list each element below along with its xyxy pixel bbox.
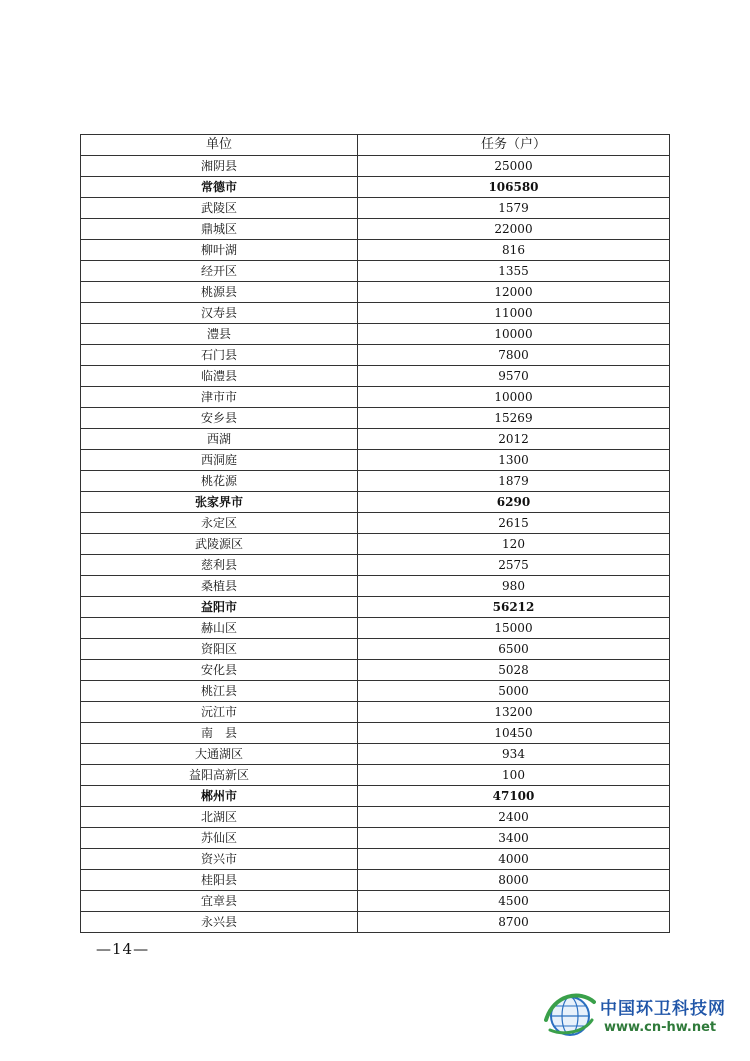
cell-unit: 宜章县 bbox=[81, 891, 358, 912]
cell-task: 100 bbox=[358, 765, 670, 786]
cell-unit: 安乡县 bbox=[81, 408, 358, 429]
cell-unit: 桂阳县 bbox=[81, 870, 358, 891]
cell-task: 5000 bbox=[358, 681, 670, 702]
cell-task: 1355 bbox=[358, 261, 670, 282]
cell-unit: 武陵区 bbox=[81, 198, 358, 219]
table-row bbox=[81, 786, 670, 807]
table-row bbox=[81, 639, 670, 660]
table-row bbox=[81, 429, 670, 450]
cell-unit: 益阳高新区 bbox=[81, 765, 358, 786]
cell-task: 15269 bbox=[358, 408, 670, 429]
table-row bbox=[81, 765, 670, 786]
table-row bbox=[81, 219, 670, 240]
table-row bbox=[81, 870, 670, 891]
cell-unit: 津市市 bbox=[81, 387, 358, 408]
cell-task: 934 bbox=[358, 744, 670, 765]
cell-unit: 益阳市 bbox=[81, 597, 358, 618]
cell-unit: 资兴市 bbox=[81, 849, 358, 870]
table-row bbox=[81, 387, 670, 408]
cell-unit: 永定区 bbox=[81, 513, 358, 534]
table-row bbox=[81, 912, 670, 933]
table-row bbox=[81, 723, 670, 744]
cell-unit: 张家界市 bbox=[81, 492, 358, 513]
table-row bbox=[81, 156, 670, 177]
table-row bbox=[81, 345, 670, 366]
cell-task: 22000 bbox=[358, 219, 670, 240]
table-row bbox=[81, 177, 670, 198]
cell-task: 10450 bbox=[358, 723, 670, 744]
cell-task: 13200 bbox=[358, 702, 670, 723]
cell-unit: 桃花源 bbox=[81, 471, 358, 492]
cell-unit: 石门县 bbox=[81, 345, 358, 366]
cell-task: 1579 bbox=[358, 198, 670, 219]
cell-unit: 桃源县 bbox=[81, 282, 358, 303]
cell-task: 6290 bbox=[358, 492, 670, 513]
cell-task: 2615 bbox=[358, 513, 670, 534]
cell-unit: 常德市 bbox=[81, 177, 358, 198]
cell-unit: 桑植县 bbox=[81, 576, 358, 597]
cell-unit: 澧县 bbox=[81, 324, 358, 345]
table-row bbox=[81, 303, 670, 324]
cell-unit: 南 县 bbox=[81, 723, 358, 744]
cell-unit: 汉寿县 bbox=[81, 303, 358, 324]
header-unit: 单位 bbox=[81, 135, 358, 156]
cell-task: 1300 bbox=[358, 450, 670, 471]
cell-unit: 湘阴县 bbox=[81, 156, 358, 177]
cell-task: 2012 bbox=[358, 429, 670, 450]
cell-task: 2575 bbox=[358, 555, 670, 576]
table-row bbox=[81, 807, 670, 828]
cell-task: 10000 bbox=[358, 387, 670, 408]
cell-task: 2400 bbox=[358, 807, 670, 828]
table-row bbox=[81, 618, 670, 639]
cell-task: 47100 bbox=[358, 786, 670, 807]
cell-task: 4500 bbox=[358, 891, 670, 912]
table-row bbox=[81, 555, 670, 576]
table-row bbox=[81, 828, 670, 849]
cell-unit: 武陵源区 bbox=[81, 534, 358, 555]
table-row bbox=[81, 324, 670, 345]
cell-unit: 经开区 bbox=[81, 261, 358, 282]
globe-logo-icon bbox=[544, 990, 596, 1038]
table-row bbox=[81, 450, 670, 471]
table-row bbox=[81, 513, 670, 534]
watermark-url: www.cn-hw.net bbox=[604, 1020, 717, 1035]
table-row bbox=[81, 261, 670, 282]
cell-unit: 西湖 bbox=[81, 429, 358, 450]
table-header-row bbox=[81, 135, 670, 156]
cell-task: 12000 bbox=[358, 282, 670, 303]
cell-task: 7800 bbox=[358, 345, 670, 366]
watermark-title: 中国环卫科技网 bbox=[600, 999, 726, 1019]
cell-task: 1879 bbox=[358, 471, 670, 492]
table-row bbox=[81, 408, 670, 429]
cell-task: 8700 bbox=[358, 912, 670, 933]
cell-task: 4000 bbox=[358, 849, 670, 870]
table-row bbox=[81, 576, 670, 597]
cell-unit: 永兴县 bbox=[81, 912, 358, 933]
table-row bbox=[81, 891, 670, 912]
cell-task: 8000 bbox=[358, 870, 670, 891]
cell-task: 3400 bbox=[358, 828, 670, 849]
table-row bbox=[81, 702, 670, 723]
header-task: 任务（户） bbox=[358, 135, 670, 156]
cell-task: 56212 bbox=[358, 597, 670, 618]
table-row bbox=[81, 240, 670, 261]
table-row bbox=[81, 681, 670, 702]
table-row bbox=[81, 597, 670, 618]
site-watermark bbox=[544, 988, 744, 1048]
cell-task: 15000 bbox=[358, 618, 670, 639]
cell-unit: 鼎城区 bbox=[81, 219, 358, 240]
cell-task: 120 bbox=[358, 534, 670, 555]
cell-task: 9570 bbox=[358, 366, 670, 387]
cell-unit: 安化县 bbox=[81, 660, 358, 681]
cell-task: 106580 bbox=[358, 177, 670, 198]
cell-task: 25000 bbox=[358, 156, 670, 177]
table-row bbox=[81, 282, 670, 303]
cell-task: 10000 bbox=[358, 324, 670, 345]
table-row bbox=[81, 492, 670, 513]
cell-unit: 临澧县 bbox=[81, 366, 358, 387]
table-row bbox=[81, 534, 670, 555]
table-body bbox=[81, 156, 670, 933]
cell-unit: 北湖区 bbox=[81, 807, 358, 828]
cell-unit: 慈利县 bbox=[81, 555, 358, 576]
table-row bbox=[81, 660, 670, 681]
cell-unit: 苏仙区 bbox=[81, 828, 358, 849]
task-table bbox=[80, 134, 670, 933]
cell-unit: 大通湖区 bbox=[81, 744, 358, 765]
cell-task: 5028 bbox=[358, 660, 670, 681]
cell-task: 6500 bbox=[358, 639, 670, 660]
page-number: —14— bbox=[96, 940, 150, 958]
cell-unit: 沅江市 bbox=[81, 702, 358, 723]
table-row bbox=[81, 366, 670, 387]
cell-unit: 桃江县 bbox=[81, 681, 358, 702]
cell-task: 980 bbox=[358, 576, 670, 597]
cell-unit: 郴州市 bbox=[81, 786, 358, 807]
table-row bbox=[81, 198, 670, 219]
cell-task: 816 bbox=[358, 240, 670, 261]
cell-task: 11000 bbox=[358, 303, 670, 324]
cell-unit: 资阳区 bbox=[81, 639, 358, 660]
cell-unit: 柳叶湖 bbox=[81, 240, 358, 261]
table-row bbox=[81, 471, 670, 492]
table-row bbox=[81, 849, 670, 870]
cell-unit: 赫山区 bbox=[81, 618, 358, 639]
table-row bbox=[81, 744, 670, 765]
cell-unit: 西洞庭 bbox=[81, 450, 358, 471]
